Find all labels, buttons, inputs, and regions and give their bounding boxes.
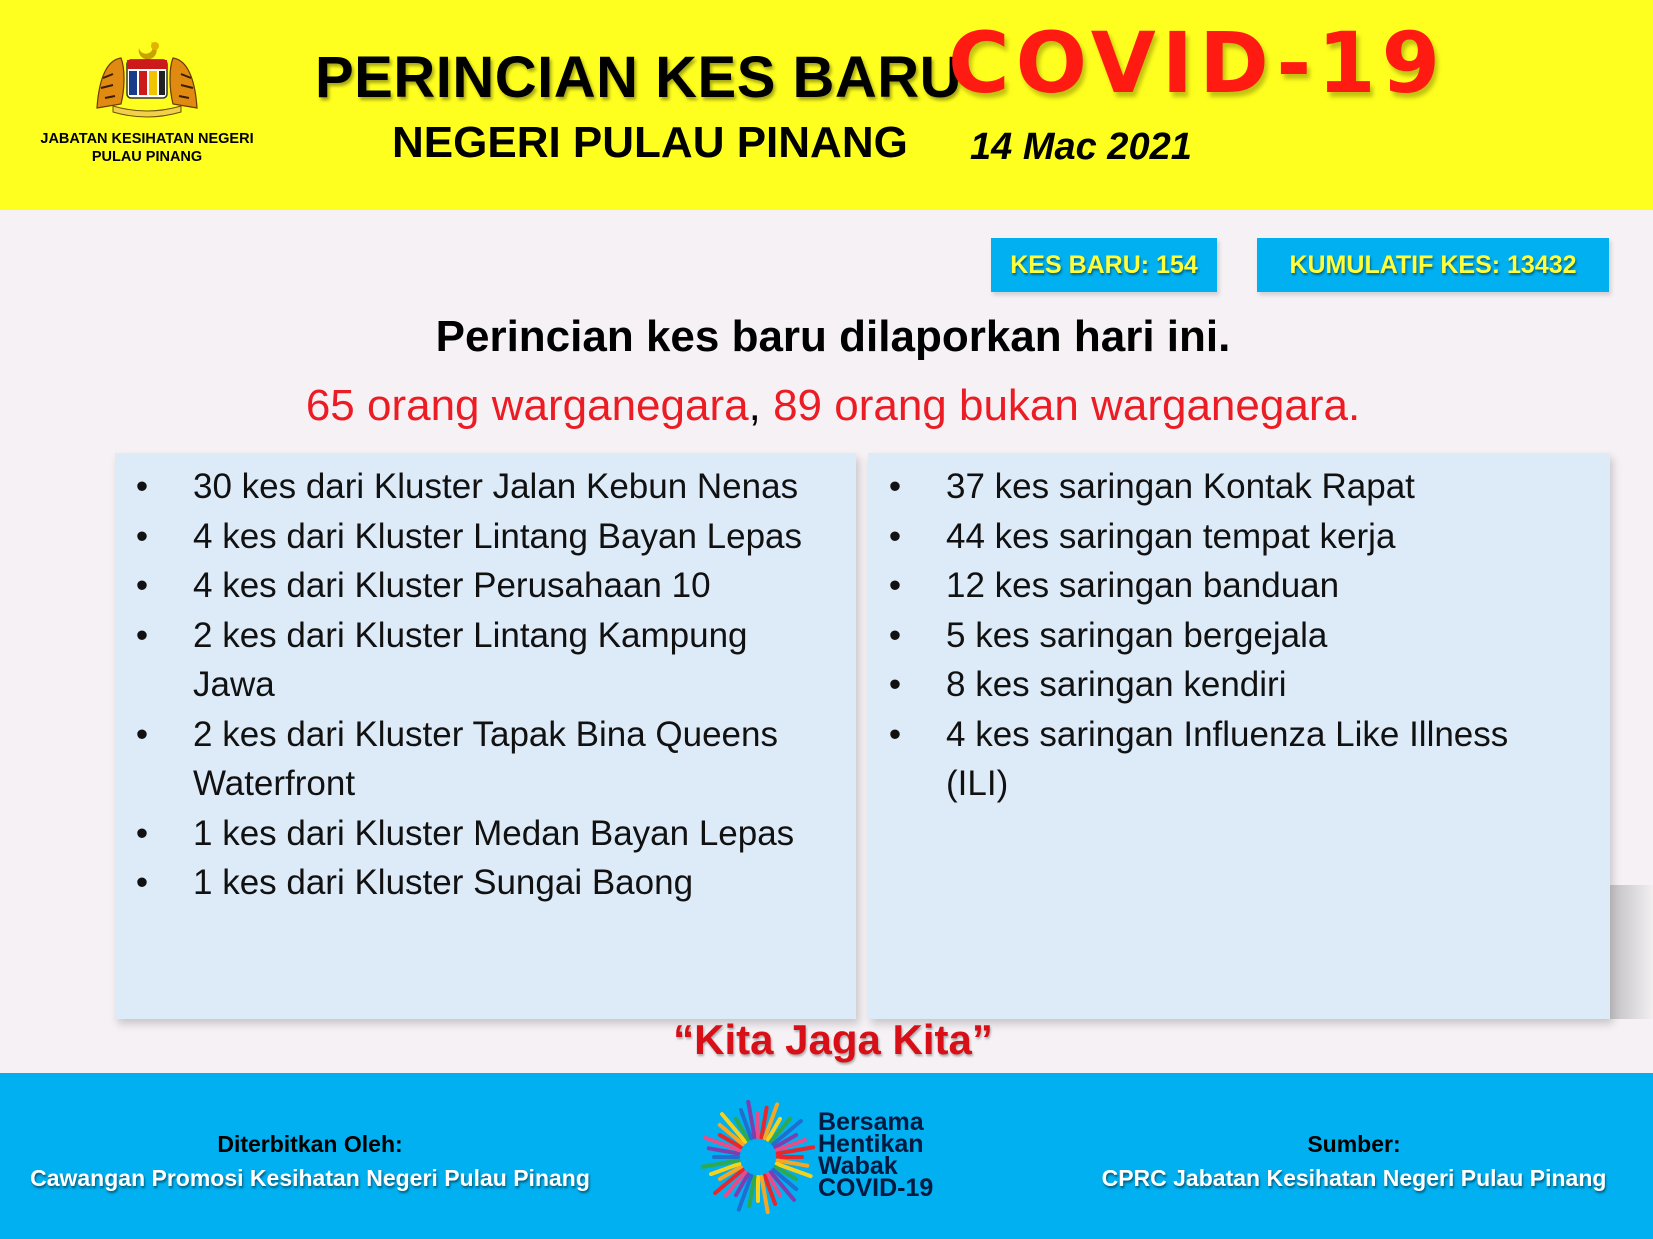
- bullet-icon: •: [135, 813, 149, 853]
- bullet-icon: •: [135, 516, 149, 556]
- malaysia-coat-of-arms-icon: [87, 38, 207, 118]
- list-item: [880, 512, 1600, 562]
- non-citizens-count: 89 orang bukan warganegara: [773, 381, 1348, 430]
- bullet-icon: •: [888, 566, 902, 605]
- panel-shadow: [1610, 885, 1653, 1019]
- cluster-cases-panel: [115, 453, 856, 1019]
- headline: Perincian kes baru dilaporkan hari ini.: [435, 312, 1231, 361]
- bullet-icon: •: [888, 516, 902, 556]
- publisher-name: Cawangan Promosi Kesihatan Negeri Pulau Pinang: [30, 1165, 590, 1191]
- page-title: PERINCIAN KES BARU: [315, 45, 963, 110]
- list-item: [127, 611, 847, 710]
- list-item-text: 8 kes saringan kendiri: [946, 665, 1287, 704]
- list-item: [127, 710, 847, 809]
- campaign-line-1: Bersama: [818, 1108, 924, 1136]
- list-item-text: 4 kes dari Kluster Perusahaan 10: [193, 566, 711, 605]
- bullet-icon: •: [135, 467, 149, 506]
- sunburst-logo-icon: [700, 1099, 820, 1219]
- list-item: [127, 858, 847, 908]
- bullet-icon: •: [135, 615, 149, 655]
- list-item: [127, 462, 847, 512]
- list-item-text: 12 kes saringan banduan: [946, 566, 1340, 605]
- report-date: 14 Mac 2021: [970, 126, 1192, 168]
- list-item-text: 2 kes dari Kluster Lintang Kampung: [193, 615, 748, 655]
- list-item-text: 4 kes dari Kluster Lintang Bayan Lepas: [193, 516, 802, 556]
- nationality-breakdown: [0, 381, 1653, 431]
- bullet-icon: •: [135, 863, 149, 902]
- publisher-label: Diterbitkan Oleh:: [217, 1131, 403, 1157]
- department-name: [22, 130, 272, 166]
- list-item: [127, 809, 847, 859]
- covid-title: COVID-19: [948, 14, 1447, 112]
- list-item: [127, 512, 847, 562]
- citizens-count: 65 orang warganegara: [305, 381, 749, 430]
- list-item: [880, 462, 1600, 512]
- campaign-line-2: Hentikan: [818, 1130, 924, 1158]
- breakdown-end: .: [1347, 381, 1361, 430]
- header-banner: [0, 0, 1653, 210]
- campaign-line-3: Wabak: [818, 1152, 898, 1180]
- bullet-icon: •: [888, 615, 902, 655]
- bullet-icon: •: [888, 714, 902, 754]
- list-item: [880, 710, 1600, 809]
- state-name: NEGERI PULAU PINANG: [392, 118, 908, 167]
- list-item-text-continued: (ILI): [946, 764, 1009, 803]
- department-logo: [22, 38, 272, 178]
- list-item-text: 2 kes dari Kluster Tapak Bina Queens: [193, 714, 778, 754]
- source-name: CPRC Jabatan Kesihatan Negeri Pulau Pinang: [1101, 1165, 1607, 1191]
- footer: [0, 1073, 1653, 1239]
- new-cases-badge: KES BARU: 154: [991, 238, 1217, 292]
- cluster-cases-list: [127, 462, 847, 908]
- list-item-text-continued: Jawa: [193, 665, 275, 704]
- screening-cases-panel: [868, 453, 1610, 1019]
- list-item-text: 44 kes saringan tempat kerja: [946, 516, 1396, 556]
- list-item: [127, 561, 847, 611]
- bullet-icon: •: [135, 714, 149, 754]
- list-item: [880, 561, 1600, 611]
- list-item-text: 1 kes dari Kluster Medan Bayan Lepas: [193, 813, 795, 853]
- campaign-text: [818, 1108, 978, 1202]
- campaign-logo: [700, 1099, 970, 1219]
- list-item: [880, 611, 1600, 661]
- source-label: Sumber:: [1307, 1131, 1401, 1157]
- department-line-2: PULAU PINANG: [91, 149, 203, 165]
- bullet-icon: •: [888, 665, 902, 704]
- motto: “Kita Jaga Kita”: [673, 1016, 993, 1063]
- list-item-text-continued: Waterfront: [193, 764, 356, 803]
- breakdown-separator: ,: [748, 381, 761, 430]
- bullet-icon: •: [135, 566, 149, 605]
- list-item: [880, 660, 1600, 710]
- cumulative-cases-badge: KUMULATIF KES: 13432: [1257, 238, 1609, 292]
- list-item-text: 1 kes dari Kluster Sungai Baong: [193, 863, 694, 902]
- list-item-text: 5 kes saringan bergejala: [946, 615, 1328, 655]
- list-item-text: 4 kes saringan Influenza Like Illness: [946, 714, 1509, 754]
- list-item-text: 30 kes dari Kluster Jalan Kebun Nenas: [193, 467, 799, 506]
- campaign-line-4: COVID-19: [818, 1174, 934, 1202]
- list-item-text: 37 kes saringan Kontak Rapat: [946, 467, 1415, 506]
- bullet-icon: •: [888, 467, 902, 506]
- department-line-1: JABATAN KESIHATAN NEGERI: [40, 131, 254, 147]
- screening-cases-list: [880, 462, 1600, 809]
